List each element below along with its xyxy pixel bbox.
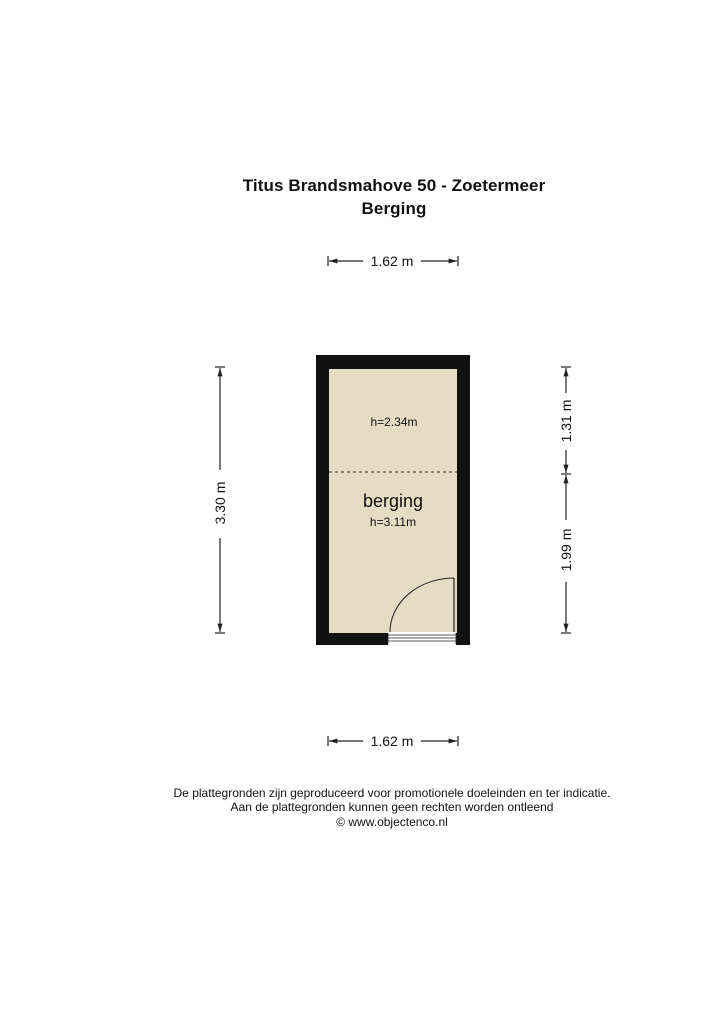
right-upper-dimension-label: 1.31 m — [558, 399, 574, 443]
disclaimer-line-2: Aan de plattegronden kunnen geen rechten worden ontleend — [230, 800, 554, 814]
top-dimension-label: 1.62 m — [370, 253, 414, 269]
right-dimension-lower — [558, 475, 574, 633]
copyright: © www.objectenco.nl — [336, 815, 448, 829]
room-name-label: berging — [362, 491, 424, 511]
left-dimension — [212, 367, 228, 633]
top-dimension — [328, 253, 458, 269]
right-dimension-upper — [558, 367, 574, 474]
door-opening — [388, 632, 456, 645]
bottom-dimension-label: 1.62 m — [370, 733, 414, 749]
disclaimer-line-1: De plattegronden zijn geproduceerd voor promotionele doeleinden en ter indicatie. — [173, 786, 611, 800]
plan-title: Titus Brandsmahove 50 - Zoetermeer — [242, 176, 546, 195]
right-lower-dimension-label: 1.99 m — [558, 528, 574, 572]
room-height-label: h=3.11m — [369, 515, 417, 529]
bottom-dimension — [328, 733, 458, 749]
left-dimension-label: 3.30 m — [212, 481, 228, 525]
upper-height-label: h=2.34m — [370, 415, 418, 429]
plan-subtitle: Berging — [361, 199, 427, 218]
